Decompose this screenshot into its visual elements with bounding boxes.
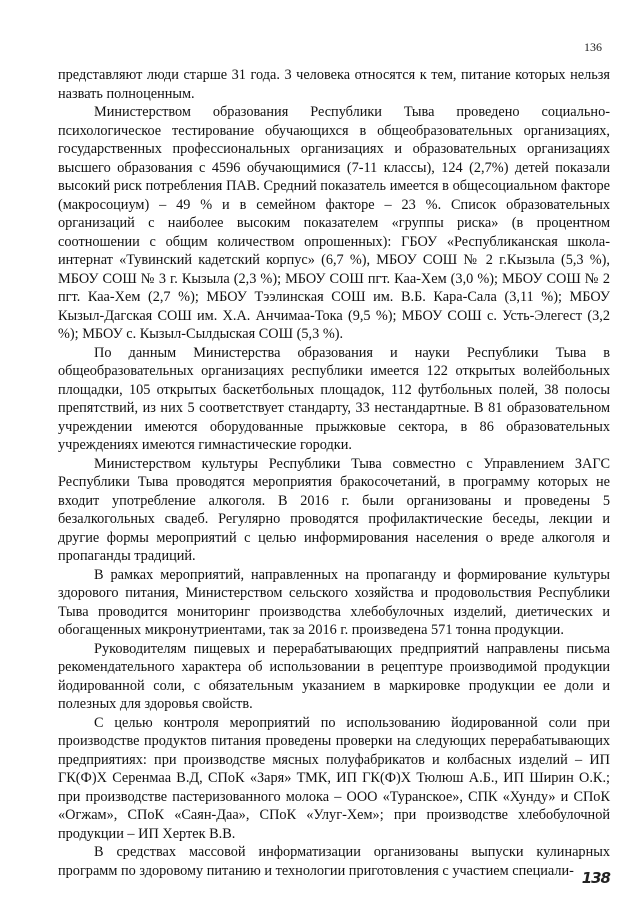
handwritten-page-mark: 138 <box>581 869 610 887</box>
paragraph-5: В рамках мероприятий, направленных на пропаганду и формирование культуры здорового питания, Министерством сельского хозяйства и продовольствия Республики Тыва проводится мониторинг производства хлебобулочных изделий, диетических и обогащенных микронутриентами, так за 2016 г. произведена 571 тонна продукции. <box>58 566 610 638</box>
page-number: 136 <box>584 40 602 54</box>
paragraph-3: По данным Министерства образования и науки Республики Тыва в общеобразовательных организациях республики имеется 122 открытых волейбольных площадки, 105 открытых баскетбольных площадок, 112 футбольных полей, 38 полосы препятствий, из них 5 соответствует стандарту, 33 нестандартные. В 81 образовательном учреждении имеются оборудованные прыжковые сектора, в 86 образовательных учреждениях имеются гимнастические городки. <box>58 344 610 453</box>
document-body <box>58 66 610 880</box>
paragraph-2: Министерством образования Республики Тыва проведено социально-психологическое тестирование обучающихся в общеобразовательных организациях, государственных профессиональных организациях и образовательных организациях высшего образования с 4596 обучающимися (7-11 классы), 124 (2,7%) детей показали высокий риск потребления ПАВ. Средний показатель имеется в общесоциальном факторе (макросоциум) – 49 % и в семейном факторе – 23 %. Список образовательных организаций с наиболее высоким показателем «группы риска» (в процентном соотношении с общим количеством опрошенных): ГБОУ «Республиканская школа-интернат «Тувинский кадетский корпус» (6,7 %), МБОУ СОШ № 2 г.Кызыла (5,3 %), МБОУ СОШ № 3 г. Кызыла (2,3 %); МБОУ СОШ пгт. Каа-Хем (3,0 %); МБОУ СОШ № 2 пгт. Каа-Хем (2,7 %); МБОУ Тээлинская СОШ им. В.Б. Кара-Сала (3,11 %); МБОУ Кызыл-Дагская СОШ им. Х.А. Анчимаа-Тока (9,5 %); МБОУ СОШ с. Усть-Элегест (3,2 %); МБОУ с. Кызыл-Сылдыская СОШ (5,3 %). <box>58 104 610 342</box>
paragraph-4: Министерством культуры Республики Тыва совместно с Управлением ЗАГС Республики Тыва проводятся мероприятия бракосочетаний, в программу которых не входит употребление алкоголя. В 2016 г. были организованы и проведены 5 безалкогольных свадеб. Регулярно проводятся профилактические беседы, лекции и другие формы мероприятий с целью информирования населения о вреде алкоголя и пропаганды традиций. <box>58 455 610 564</box>
paragraph-7: С целью контроля мероприятий по использованию йодированной соли при производстве продуктов питания проведены проверки на следующих перерабатывающих предприятиях: при производстве мясных полуфабрикатов и колбасных изделий – ИП ГК(Ф)Х Серенмаа В.Д, СПоК «Заря» ТМК, ИП ГК(Ф)Х Тюлюш А.Б., ИП Ширин О.К.; при производстве пастеризованного молока – ООО «Туранское», СПК «Хунду» и СПоК «Огжам», СПоК «Саян-Даа», СПоК «Улуг-Хем»; при производстве хлебобулочной продукции – ИП Хертек В.В. <box>58 714 610 842</box>
paragraph-6: Руководителям пищевых и перерабатывающих предприятий направлены письма рекомендательного характера об использовании в рецептуре производимой продукции йодированной соли, с обязательным указанием в маркировке продукции ее доли и полезных для здоровья свойств. <box>58 640 610 712</box>
paragraph-1: представляют люди старше 31 года. 3 человека относятся к тем, питание которых нельзя назвать полноценным. <box>58 67 610 102</box>
paragraph-8: В средствах массовой информатизации организованы выпуски кулинарных программ по здоровому питанию и технологии приготовления с участием специали- <box>58 844 610 879</box>
